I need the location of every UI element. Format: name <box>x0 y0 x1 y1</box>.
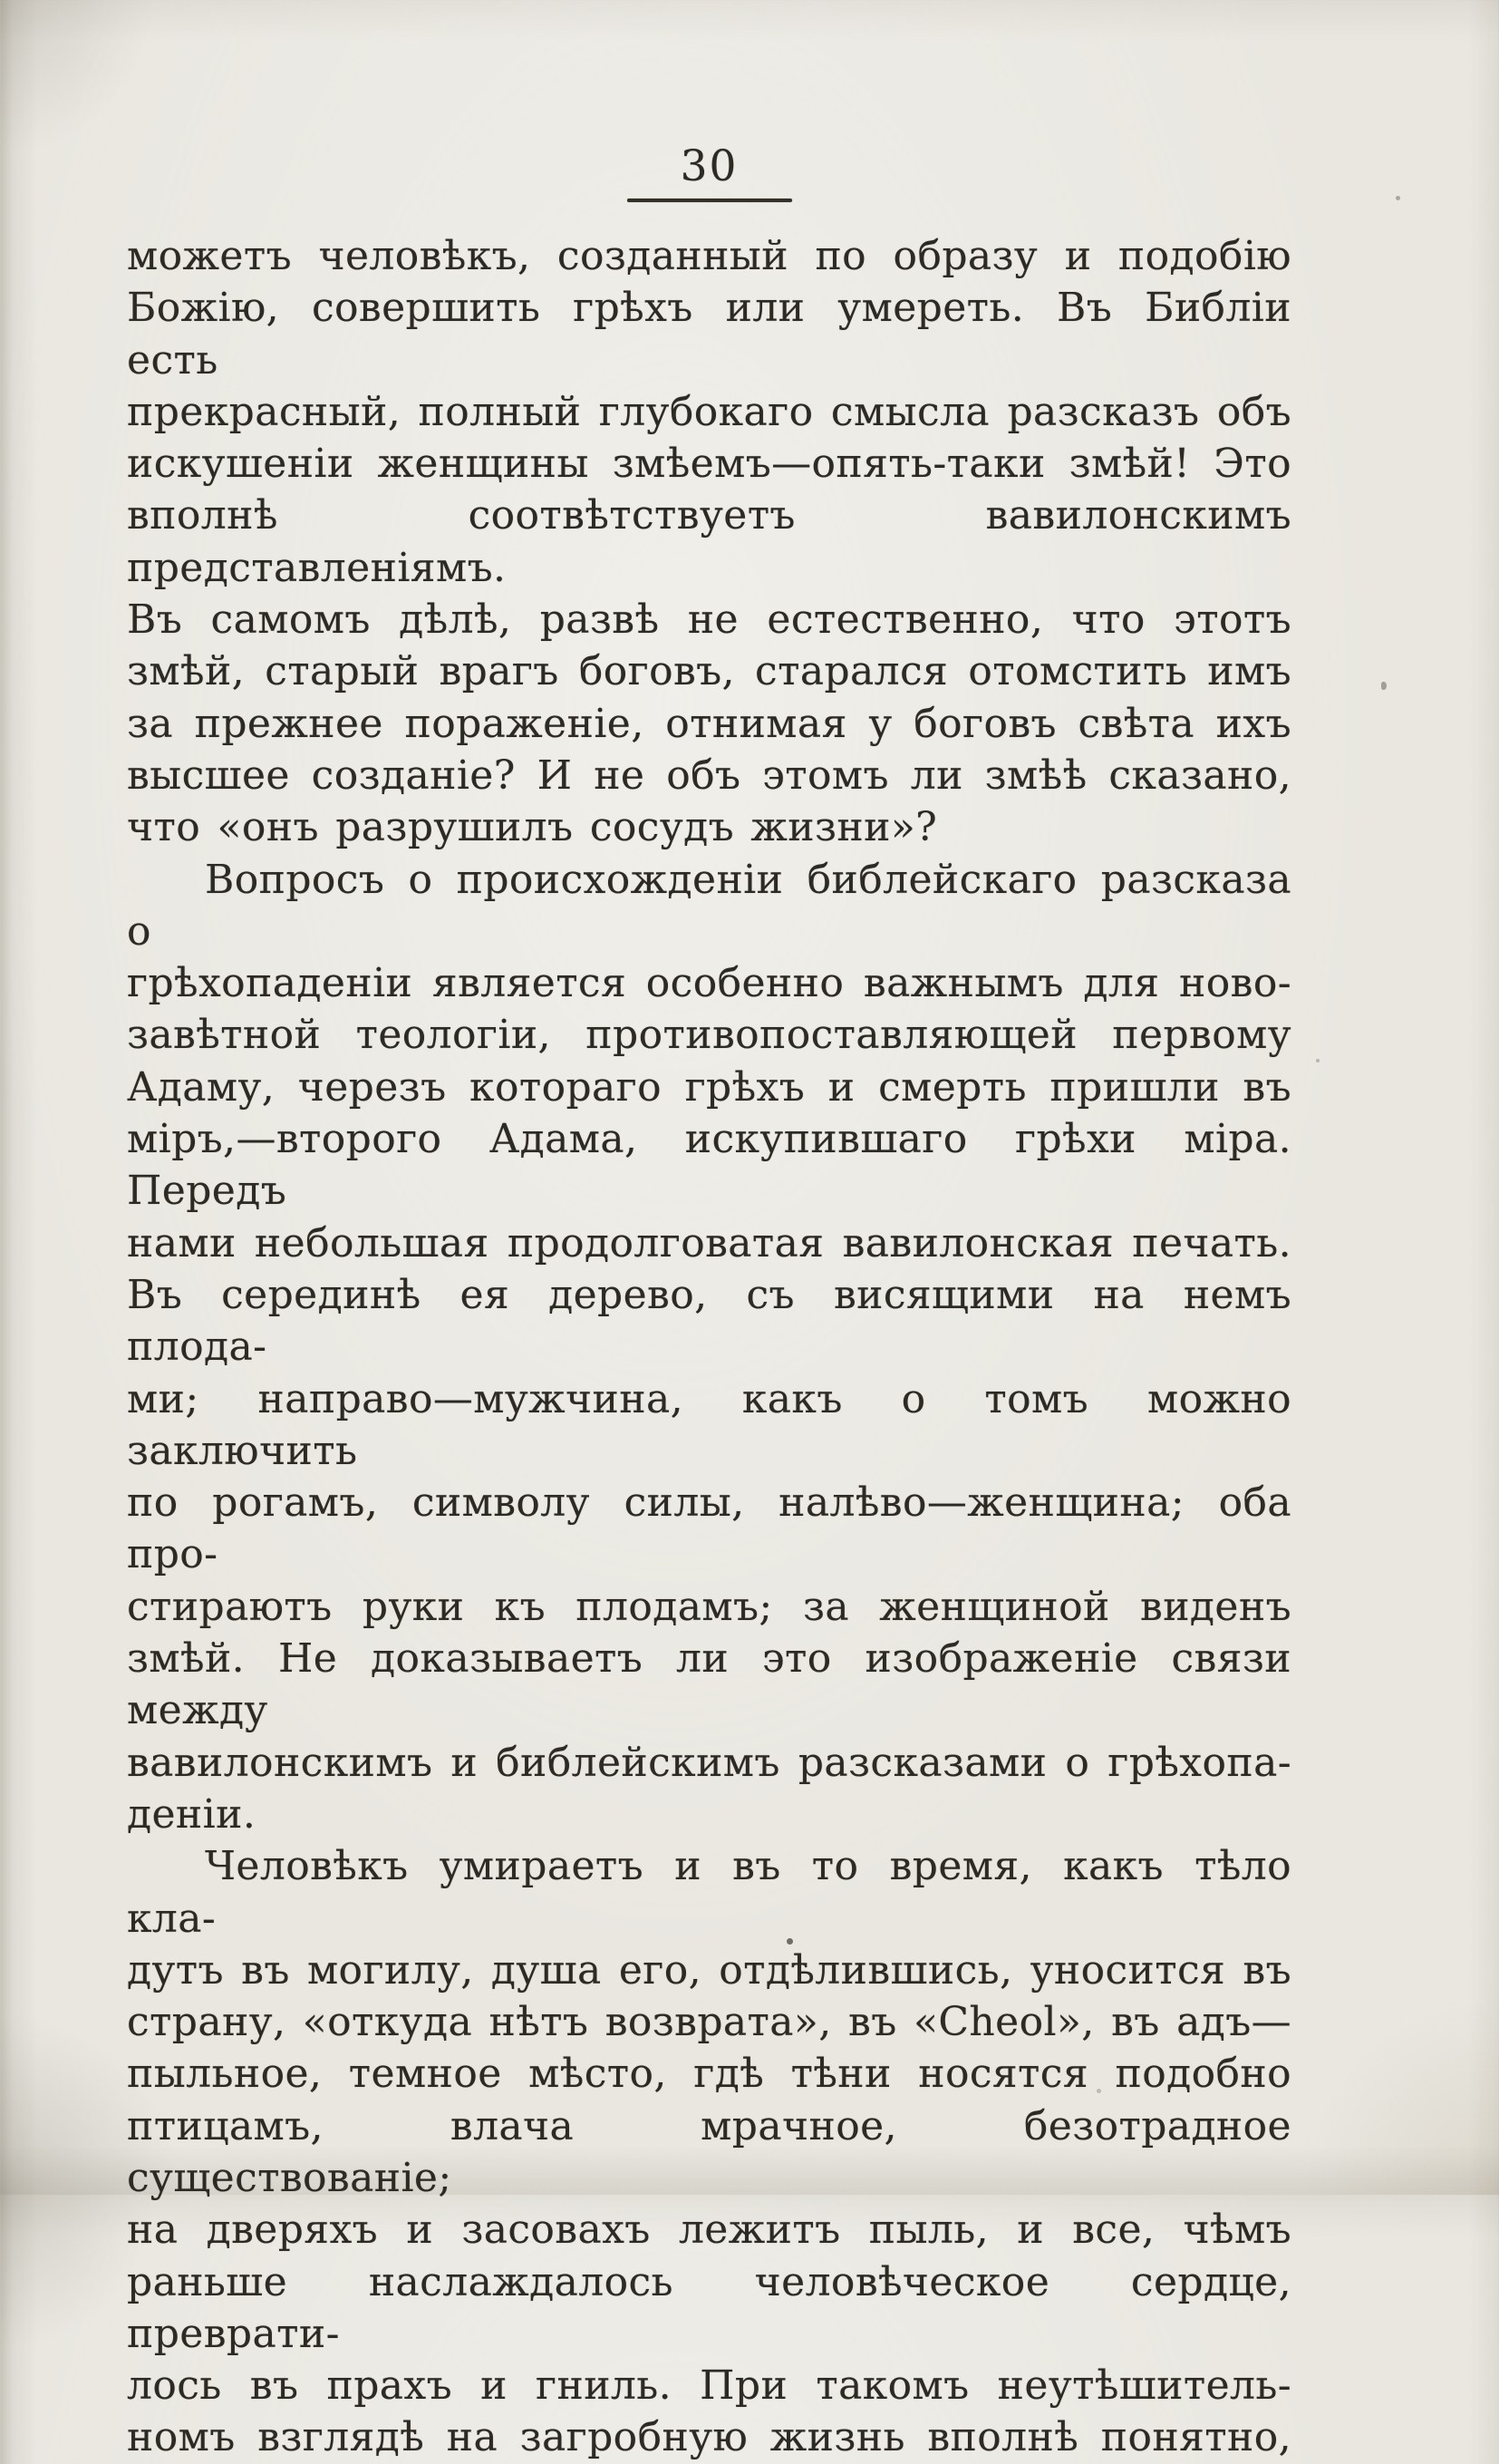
text-line: вавилонскимъ и библейскимъ разсказами о грѣхопа- <box>127 1739 1291 1786</box>
ink-speck <box>787 1938 793 1945</box>
text-line: страну, «откуда нѣтъ возврата», въ «Cheol», въ адъ— <box>127 1999 1291 2046</box>
text-line: завѣтной теологіи, противопоставляющей первому <box>127 1012 1291 1059</box>
ink-speck <box>1396 196 1400 200</box>
text-line: номъ взглядѣ на загробную жизнь вполнѣ понятно, <box>127 2414 1291 2461</box>
text-line: раньше наслаждалось человѣческое сердце, преврати- <box>127 2258 1291 2357</box>
page-number: 30 <box>680 141 739 191</box>
text-line: Вопросъ о происхожденіи библейскаго разсказа о <box>127 856 1291 955</box>
text-line: дутъ въ могилу, душа его, отдѣлившись, уносится въ <box>127 1946 1291 1994</box>
ink-speck <box>1097 2089 1101 2093</box>
text-line: змѣй, старый врагъ боговъ, старался отомстить имъ <box>127 648 1291 695</box>
ink-speck <box>1381 682 1387 690</box>
page-text-block <box>127 230 1291 2464</box>
text-line: по рогамъ, символу силы, налѣво—женщина; оба про- <box>127 1479 1291 1578</box>
text-line: Въ серединѣ ея дерево, съ висящими на немъ плода- <box>127 1271 1291 1371</box>
text-line: ми; направо—мужчина, какъ о томъ можно заключить <box>127 1375 1291 1474</box>
text-line: змѣй. Не доказываетъ ли это изображеніе связи между <box>127 1635 1291 1734</box>
text-line: высшее созданіе? И не объ этомъ ли змѣѣ сказано, <box>127 752 1291 799</box>
text-line: Человѣкъ умираетъ и въ то время, какъ тѣло кла- <box>127 1843 1291 1942</box>
text-line: за прежнее пораженіе, отнимая у боговъ свѣта ихъ <box>127 700 1291 747</box>
ink-speck <box>1316 1059 1320 1062</box>
text-line: можетъ человѣкъ, созданный по образу и подобію <box>127 233 1291 279</box>
text-line: Божію, совершить грѣхъ или умереть. Въ Библіи есть <box>127 285 1291 383</box>
text-line: Адаму, черезъ котораго грѣхъ и смерть пришли въ <box>127 1063 1291 1111</box>
page-number-rule <box>627 199 792 202</box>
text-line: лось въ прахъ и гниль. При такомъ неутѣшитель- <box>127 2362 1291 2410</box>
text-line: пыльное, темное мѣсто, гдѣ тѣни носятся подобно <box>127 2051 1291 2098</box>
text-line: на дверяхъ и засовахъ лежитъ пыль, и все, чѣмъ <box>127 2207 1291 2254</box>
text-line: Въ самомъ дѣлѣ, развѣ не естественно, что этотъ <box>127 597 1291 644</box>
text-line: прекрасный, полный глубокаго смысла разсказъ объ <box>127 388 1291 435</box>
text-line: искушеніи женщины змѣемъ—опять-таки змѣй! Это <box>127 441 1291 488</box>
text-line: что «онъ разрушилъ сосудъ жизни»? <box>127 804 938 851</box>
text-line: вполнѣ соотвѣтствуетъ вавилонскимъ представленіямъ. <box>127 492 1291 591</box>
text-line: стираютъ руки къ плодамъ; за женщиной виденъ <box>127 1583 1291 1630</box>
page-header <box>127 143 1291 202</box>
text-line: птицамъ, влача мрачное, безотрадное существованіе; <box>127 2102 1291 2201</box>
text-line: деніи. <box>127 1790 256 1838</box>
text-line: грѣхопаденіи является особенно важнымъ для ново- <box>127 960 1291 1007</box>
text-line: нами небольшая продолговатая вавилонская печать. <box>127 1219 1291 1266</box>
text-line: міръ,—второго Адама, искупившаго грѣхи міра. Передъ <box>127 1116 1291 1215</box>
